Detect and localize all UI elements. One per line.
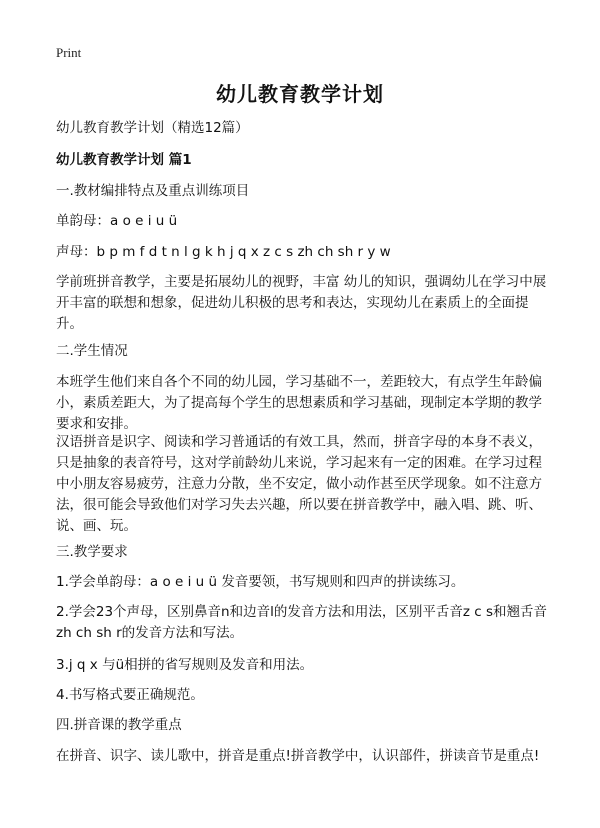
initials-line: 声母：b p m f d t n l g k h j q x z c s zh ch sh r y w xyxy=(56,244,391,260)
article-heading: 幼儿教育教学计划 篇1 xyxy=(56,152,192,168)
paragraph-pinyin: 汉语拼音是识字、阅读和学习普通话的有效工具，然而，拼音字母的本身不表义，只是抽象的表音符号，这对学前龄幼儿来说，学习起来有一定的困难。在学习过程中小朋友容易疲劳，注意力分散，坐不安定，做小动作甚至厌学现象。如不注意方法，很可能会导致他们对学习失去兴趣，所以要在拼音教学中，融入唱、跳、听、说、画、玩。 xyxy=(56,434,542,534)
requirement-1: 1.学会单韵母：a o e i u ü 发音要领，书写规则和四声的拼读练习。 xyxy=(56,574,465,590)
requirement-2: 2.学会23个声母，区别鼻音n和边音l的发音方法和用法，区别平舌音z c s和翘舌音zh ch sh r的发音方法和写法。 xyxy=(56,604,547,641)
section-heading-1: 一.教材编排特点及重点训练项目 xyxy=(56,183,250,199)
document-subtitle: 幼儿教育教学计划（精选12篇） xyxy=(56,120,249,136)
section-heading-4: 四.拼音课的教学重点 xyxy=(56,717,182,733)
paragraph-students: 本班学生他们来自各个不同的幼儿园，学习基础不一，差距较大，有点学生年龄偏小，素质差距大，为了提高每个学生的思想素质和学习基础，现制定本学期的教学要求和安排。 xyxy=(56,374,542,432)
document-title: 幼儿教育教学计划 xyxy=(216,82,384,106)
requirement-3: 3.j q x 与ü相拼的省写规则及发音和用法。 xyxy=(56,657,314,673)
paragraph-key-points: 在拼音、识字、读儿歌中，拼音是重点!拼音教学中，认识部件，拼读音节是重点! xyxy=(56,748,540,764)
print-link[interactable]: Print xyxy=(56,45,82,60)
requirement-4: 4.书写格式要正确规范。 xyxy=(56,687,204,703)
paragraph-intro: 学前班拼音教学，主要是拓展幼儿的视野，丰富 幼儿的知识，强调幼儿在学习中展开丰富的联想和想象，促进幼儿积极的思考和表达，实现幼儿在素质上的全面提升。 xyxy=(56,274,547,332)
section-heading-3: 三.教学要求 xyxy=(56,544,128,560)
section-heading-2: 二.学生情况 xyxy=(56,343,128,359)
single-vowels-line: 单韵母：a o e i u ü xyxy=(56,213,178,229)
